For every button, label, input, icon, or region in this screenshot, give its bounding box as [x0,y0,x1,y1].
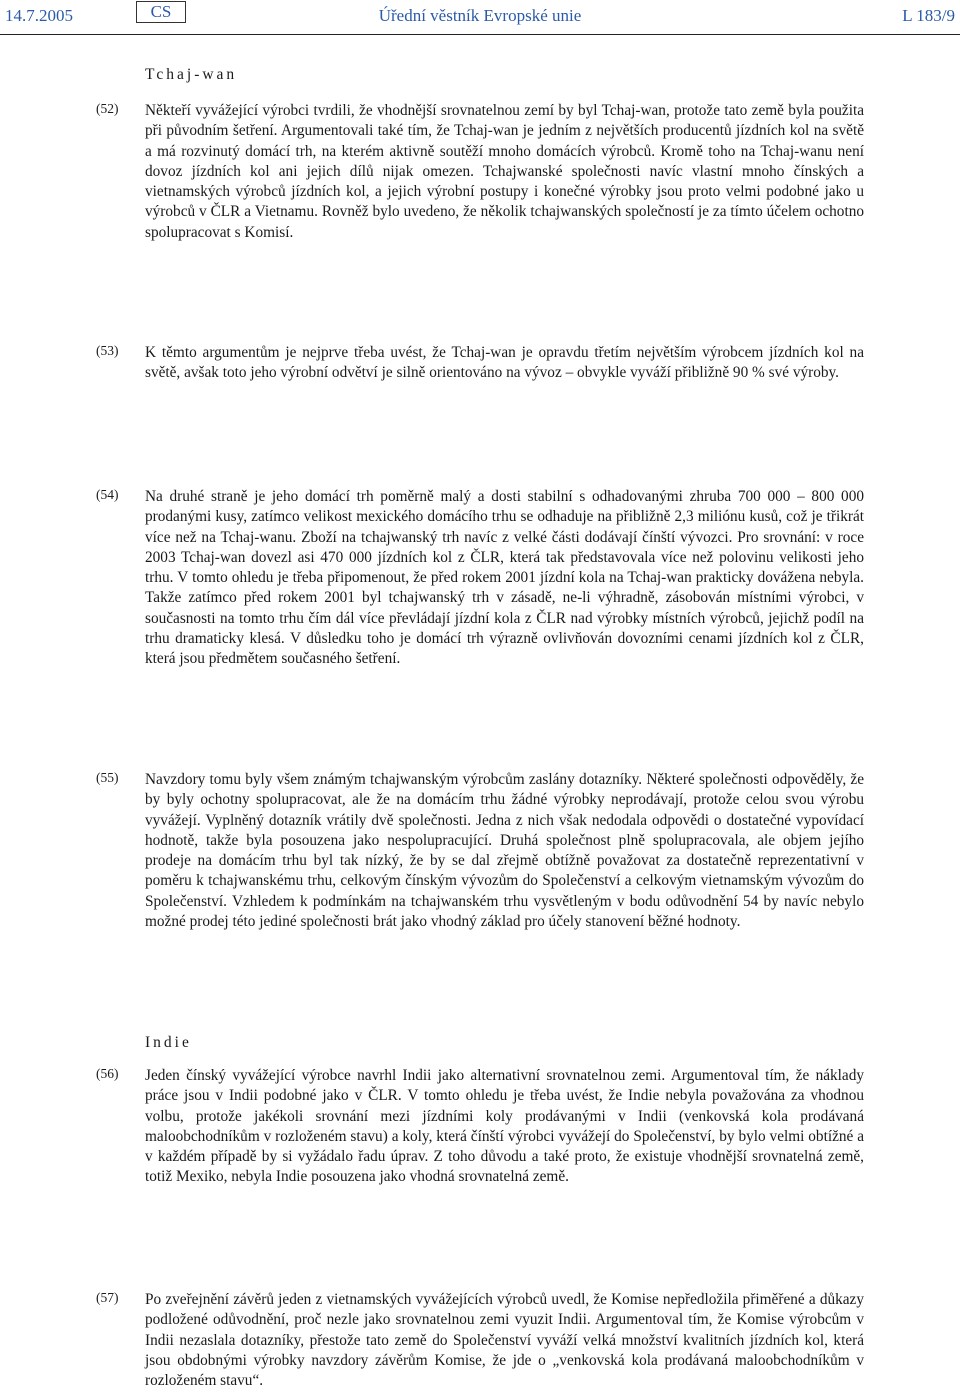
header-journal-title: Úřední věstník Evropské unie [378,6,582,25]
paragraph-text: K těmto argumentům je nejprve třeba uvést, že Tchaj-wan je opravdu třetím největším výrobcem jízdních kol na světě, avšak toto jeho výrobní odvětví je silně orientováno na vývoz – obvykle vyváží přibližně 90 % své výroby. [145,344,864,382]
section-heading-taiwan: Tchaj-wan [145,66,238,83]
paragraph-text: Jeden čínský vyvážející výrobce navrhl Indii jako alternativní srovnatelnou zemi. Argumentoval tím, že náklady práce jsou v Indii podobné jako v ČLR. V tomto ohledu je třeba uvést, že Indie nebyla považována za vhodnou volbu, protože jakékoli srovnání mezi jízdními koly prodávanými v Indii (venkovská kola prodávaná maloobchodníkům v rozloženém stavu) a koly, která čínští výrobci vyvážejí do Společenství, by bylo velmi obtížné a v každém případě by si vyžádalo řadu úprav. Z toho důvodu a také proto, že existuje vhodnější srovnatelná země, totiž Mexiko, nebyla Indie posouzena jako vhodná srovnatelná země. [145,1067,864,1186]
paragraph-number: (56) [96,1066,119,1081]
page-header [0,0,960,35]
paragraph-number: (52) [96,101,119,116]
paragraph-text: Navzdory tomu byly všem známým tchajwanským výrobcům zaslány dotazníky. Některé společnosti odpověděly, že by byly ochotny spolupracovat, ale že na domácím trhu žádné výrobky neprodávají, protože celou svou výrobu vyvážejí. Vyplněný dotazník vrátily dvě společnosti. Jedna z nich však nedodala odpovědi o dostatečné vypovídací hodnotě, takže byla posouzena jako nespolupracující. Druhá společnost plně spolupracovala, ale objem jejího prodeje na domácím trhu byl tak nízký, že by se dal zřejmě obtížně považovat za dostatečně reprezentativní v poměru k tchajwanskému trhu, celkovým čínským vývozům do Společenství a celkovým vietnamským vývozům do Společenství. Vzhledem k podmínkám na tchajwanském trhu vysvětleným v bodu odůvodnění 54 by navíc nebylo možné prodej této jediné společnosti brát jako vhodný základ pro účely stanovení běžné hodnoty. [145,771,864,931]
header-language-box: CS [136,1,186,23]
paragraph-text: Po zveřejnění závěrů jeden z vietnamských vyvážejících výrobců uvedl, že Komise nepředložila přiměřené a důkazy podložené odůvodnění, proč nezle jako srovnatelnou zemi vyuzit Indii. Argumentoval tím, že Komise výrobcům v Indii nezaslala dotazníky, přestože tato země do Společenství vyváží velká množství kvalitních jízdních kol, která jsou obdobnými výrobky navzdory závěrům Komise, že jde o „venkovská kola prodávaná maloobchodníkům v rozloženém stavu“. [145,1291,864,1390]
paragraph-number: (54) [96,487,119,502]
paragraph-number: (55) [96,770,119,785]
header-date: 14.7.2005 [5,6,73,25]
paragraph-text: Na druhé straně je jeho domácí trh poměrně malý a dosti stabilní s odhadovanými zhruba 700 000 – 800 000 prodanými kusy, zatímco velikost mexického domácího trhu se odhaduje na přibližně 2,3 miliónu kusů, což je třikrát více než na Tchaj-wanu. Zboží na tchajwanský trh navíc z velké části dodávají čínští vývozci. Pro srovnání: v roce 2003 Tchaj-wan dovezl asi 470 000 jízdních kol z ČLR, která tak představovala více než polovinu velikosti jeho trhu. V tomto ohledu je třeba připomenout, že před rokem 2001 jízdní kola na Tchaj-wan prakticky dovážena nebyla. Takže zatímco před rokem 2001 byl tchajwanský trh v zásadě, ne-li výhradně, zásobován místními výrobci, v současnosti na tomto trhu čím dál více převládají jízdní kola z ČLR nad výrobky místních výrobců, jejichž podíl na trhu dramaticky klesá. V důsledku toho je domácí trh výrazně ovlivňován dovozními cenami jízdních kol z ČLR, která jsou předmětem současného šetření. [145,488,864,668]
header-page-number: L 183/9 [902,6,955,25]
section-heading-india: Indie [145,1034,192,1051]
paragraph-number: (53) [96,343,119,358]
paragraph-text: Někteří vyvážející výrobci tvrdili, že vhodnější srovnatelnou zemí by byl Tchaj-wan, protože tato země byla použita při původním šetření. Argumentovali také tím, že Tchaj-wan je jedním z největších producentů jízdních kol na světě a má rozvinutý domácí trh, na kterém aktivně soutěží mnoho domácích výrobců. Kromě toho na Tchaj-wanu není dovoz jízdních kol ani jejich dílů nijak omezen. Tchajwanské společnosti navíc vlastní mnoho čínských a vietnamských výrobců jízdních kol, a jejich výrobní postupy i konečné výrobky jsou proto velmi podobné jako u výrobců v ČLR a Vietnamu. Rovněž bylo uvedeno, že několik tchajwanských společností je za tímto účelem ochotno spolupracovat s Komisí. [145,102,864,241]
paragraph-number: (57) [96,1290,119,1305]
